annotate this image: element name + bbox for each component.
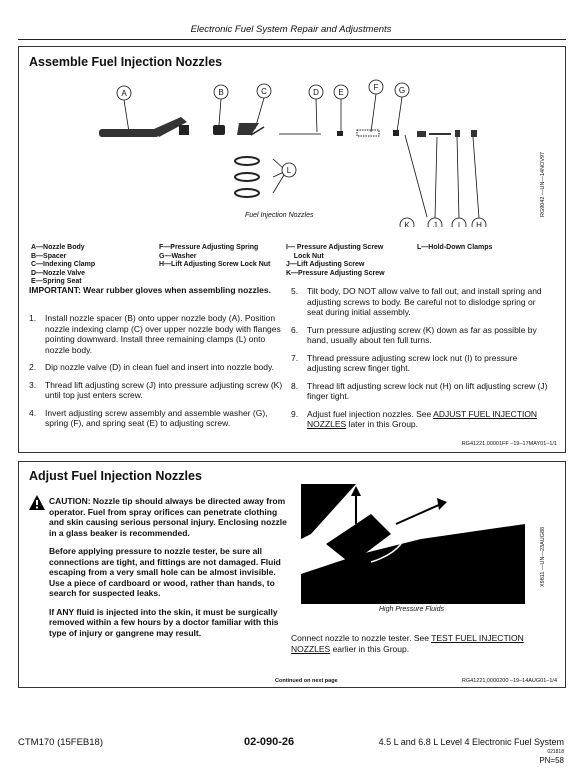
adjust-title: Adjust Fuel Injection Nozzles bbox=[29, 469, 202, 483]
caution-paragraph-2: Before applying pressure to nozzle tester, be sure all connections are tight, and fittings are not damaged. Fluid escaping from a very small hole can be almost invisible. Use a piece of cardboard or wood, rather than hands, to search for suspected leaks. bbox=[49, 546, 281, 598]
step-3: 3. Thread lift adjusting screw (J) into pressure adjusting screw (K) until top just enters screw. bbox=[29, 379, 283, 400]
svg-text:G: G bbox=[398, 86, 406, 95]
footer-date-code: 021818 bbox=[547, 749, 564, 755]
svg-text:E: E bbox=[338, 88, 344, 97]
step-4: 4. Invert adjusting screw assembly and assemble washer (G), spring (F), and spring seat (E) to adjusting screw. bbox=[29, 407, 268, 428]
footer-manual-title: 4.5 L and 6.8 L Level 4 Electronic Fuel System bbox=[378, 737, 564, 747]
assemble-title: Assemble Fuel Injection Nozzles bbox=[29, 55, 223, 69]
footer-section-number: 02-090-26 bbox=[244, 736, 295, 748]
fluids-caption: High Pressure Fluids bbox=[379, 606, 444, 613]
fluids-side-ref: X9811 —UN—23AUG88 bbox=[540, 526, 546, 587]
header-rule bbox=[18, 39, 566, 40]
caution-paragraph-3: If ANY fluid is injected into the skin, it must be surgically removed within a few hours by a doctor familiar with this type of injury or gangrene may result. bbox=[49, 606, 279, 638]
step-2: 2. Dip nozzle valve (D) in clean fuel and insert into nozzle body. bbox=[29, 362, 274, 372]
footer-doc-id: CTM170 (15FEB18) bbox=[18, 737, 104, 748]
figure-side-ref: RG9042 —UN—14NOV97 bbox=[540, 151, 546, 217]
caution-paragraph-1: CAUTION: Nozzle tip should always be directed away from operator. Fuel from spray orifices can penetrate clothing and skin causing serious personal injury. Enclosing nozzle in a glass beaker is recommended. bbox=[49, 496, 287, 538]
high-pressure-fluids-illustration bbox=[301, 484, 525, 604]
svg-text:L: L bbox=[286, 166, 292, 175]
svg-text:F: F bbox=[373, 83, 379, 92]
steps-left bbox=[29, 313, 284, 436]
step-8: 8. Thread lift adjusting screw lock nut (H) on lift adjusting screw (J) finger tight. bbox=[291, 380, 548, 401]
continued-note: Continued on next page bbox=[275, 678, 338, 684]
svg-text:A: A bbox=[121, 89, 127, 98]
legend-col-4: L—Hold-Down Clamps bbox=[417, 244, 493, 251]
footer-page-number: PN=58 bbox=[539, 756, 564, 765]
section1-ref: RG41221,00001FF –19–17MAY01–1/1 bbox=[461, 441, 557, 447]
legend-col-2: F—Pressure Adjusting Spring G—Washer H—Lift Adjusting Screw Lock Nut bbox=[159, 244, 271, 268]
test-nozzles-link[interactable]: TEST FUEL INJECTION NOZZLES bbox=[291, 633, 524, 654]
svg-text:B: B bbox=[218, 88, 224, 97]
step-9: 9. Adjust fuel injection nozzles. See ADJUST FUEL INJECTION NOZZLES later in this Group. bbox=[291, 408, 538, 429]
svg-text:J: J bbox=[433, 221, 437, 227]
step-7: 7. Thread pressure adjusting screw lock nut (I) to pressure adjusting screw finger tight. bbox=[291, 352, 518, 373]
running-header: Electronic Fuel System Repair and Adjustments bbox=[190, 24, 392, 35]
caution-text bbox=[49, 496, 289, 646]
figure-caption: Fuel Injection Nozzles bbox=[245, 212, 314, 219]
svg-text:C: C bbox=[261, 87, 267, 96]
step-6: 6. Turn pressure adjusting screw (K) down as far as possible by hand, usually about ten full turns. bbox=[291, 324, 537, 345]
svg-text:D: D bbox=[313, 88, 319, 97]
svg-text:K: K bbox=[404, 221, 410, 227]
important-note: IMPORTANT: Wear rubber gloves when assembling nozzles. bbox=[29, 285, 271, 295]
assemble-section bbox=[18, 46, 566, 453]
step-5: 5. Tilt body, DO NOT allow valve to fall out, and install spring and adjusting screws to body. Be careful not to dislodge spring or seat during initial assembly. bbox=[291, 286, 542, 317]
legend-col-1: A—Nozzle Body B—Spacer C—Indexing Clamp D—Nozzle Valve E—Spring Seat bbox=[31, 244, 96, 285]
step-1: 1. Install nozzle spacer (B) onto upper nozzle body (A). Position nozzle indexing clamp (C) over upper nozzle body with flanges pointing downward. Install three remaining clamps (L) onto nozzle body. bbox=[29, 313, 281, 355]
steps-right bbox=[291, 286, 549, 437]
svg-text:H: H bbox=[476, 221, 482, 227]
section2-ref: RG41221,0000200 –19–14AUG01–1/4 bbox=[461, 678, 557, 684]
adjust-section bbox=[18, 461, 566, 688]
nozzle-parts-illustration bbox=[79, 77, 509, 227]
svg-text:I: I bbox=[457, 221, 461, 227]
connect-text: Connect nozzle to nozzle tester. See TEST FUEL INJECTION NOZZLES earlier in this Group. bbox=[291, 633, 524, 654]
legend-col-3: I— Pressure Adjusting Screw Lock Nut J—Lift Adjusting Screw K—Pressure Adjusting Screw bbox=[286, 244, 385, 277]
warning-triangle-icon bbox=[29, 495, 45, 510]
adjust-nozzles-link[interactable]: ADJUST FUEL INJECTION NOZZLES bbox=[307, 408, 538, 429]
